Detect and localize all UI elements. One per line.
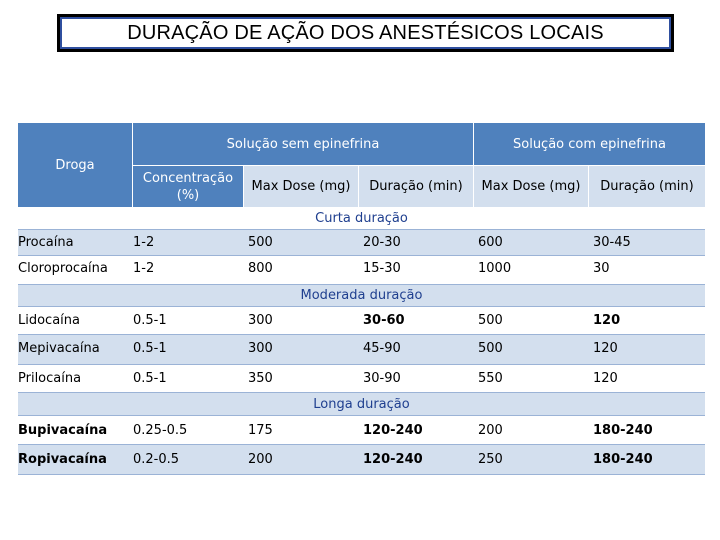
cell-droga: Mepivacaína — [18, 341, 100, 356]
cell-max-com: 1000 — [478, 261, 512, 276]
cell-dur-com: 180-240 — [593, 423, 653, 438]
header-com-epinefrina: Solução com epinefrina — [474, 123, 705, 165]
header-duracao-sem: Duração (min) — [359, 166, 473, 207]
cell-dur-sem: 120-240 — [363, 423, 423, 438]
cell-dur-sem: 45-90 — [363, 341, 401, 356]
table-row — [18, 335, 705, 364]
cell-dur-sem: 30-90 — [363, 371, 401, 386]
cell-dur-com: 30-45 — [593, 235, 631, 250]
cell-dur-com: 30 — [593, 261, 610, 276]
cell-max-sem: 500 — [248, 235, 273, 250]
header-sem-epinefrina: Solução sem epinefrina — [133, 123, 473, 165]
cell-conc: 1-2 — [133, 261, 155, 276]
table-row — [18, 306, 705, 335]
cell-conc: 0.5-1 — [133, 371, 167, 386]
header-droga — [18, 123, 132, 207]
cell-dur-sem: 120-240 — [363, 452, 423, 467]
cell-max-sem: 300 — [248, 313, 273, 328]
cell-max-sem: 800 — [248, 261, 273, 276]
header-max-dose-com: Max Dose (mg) — [474, 166, 588, 207]
page-title: DURAÇÃO DE AÇÃO DOS ANESTÉSICOS LOCAIS — [57, 14, 674, 52]
cell-dur-com: 120 — [593, 313, 621, 328]
cell-conc: 0.5-1 — [133, 341, 167, 356]
cell-max-com: 500 — [478, 313, 503, 328]
header-concentracao — [133, 166, 243, 207]
section-longa: Longa duração — [313, 397, 410, 412]
cell-max-com: 550 — [478, 371, 503, 386]
cell-droga: Bupivacaína — [18, 423, 108, 438]
cell-dur-com: 120 — [593, 341, 618, 356]
cell-conc: 0.25-0.5 — [133, 423, 188, 438]
header-droga-label: Droga — [55, 157, 95, 173]
cell-dur-com: 180-240 — [593, 452, 653, 467]
cell-droga: Procaína — [18, 235, 74, 250]
cell-max-com: 200 — [478, 423, 503, 438]
cell-dur-sem: 30-60 — [363, 313, 405, 328]
cell-max-sem: 175 — [248, 423, 273, 438]
cell-conc: 0.2-0.5 — [133, 452, 180, 467]
section-curta: Curta duração — [315, 211, 408, 226]
cell-conc: 0.5-1 — [133, 313, 167, 328]
cell-conc: 1-2 — [133, 235, 155, 250]
cell-dur-sem: 15-30 — [363, 261, 401, 276]
cell-max-com: 250 — [478, 452, 503, 467]
table-row — [18, 445, 705, 475]
table-row — [18, 256, 705, 284]
cell-max-sem: 350 — [248, 371, 273, 386]
cell-max-sem: 200 — [248, 452, 273, 467]
section-moderada: Moderada duração — [300, 288, 423, 303]
cell-max-com: 600 — [478, 235, 503, 250]
cell-dur-sem: 20-30 — [363, 235, 401, 250]
cell-max-com: 500 — [478, 341, 503, 356]
header-duracao-com: Duração (min) — [589, 166, 705, 207]
cell-droga: Cloroprocaína — [18, 261, 108, 276]
header-concentracao-label: Concentração (%) — [142, 170, 234, 203]
table-row — [18, 229, 705, 256]
cell-droga: Lidocaína — [18, 313, 80, 328]
header-max-dose-sem: Max Dose (mg) — [244, 166, 358, 207]
cell-droga: Prilocaína — [18, 371, 82, 386]
cell-max-sem: 300 — [248, 341, 273, 356]
cell-dur-com: 120 — [593, 371, 618, 386]
cell-droga: Ropivacaína — [18, 452, 107, 467]
table-row — [18, 364, 705, 393]
table-row — [18, 415, 705, 445]
